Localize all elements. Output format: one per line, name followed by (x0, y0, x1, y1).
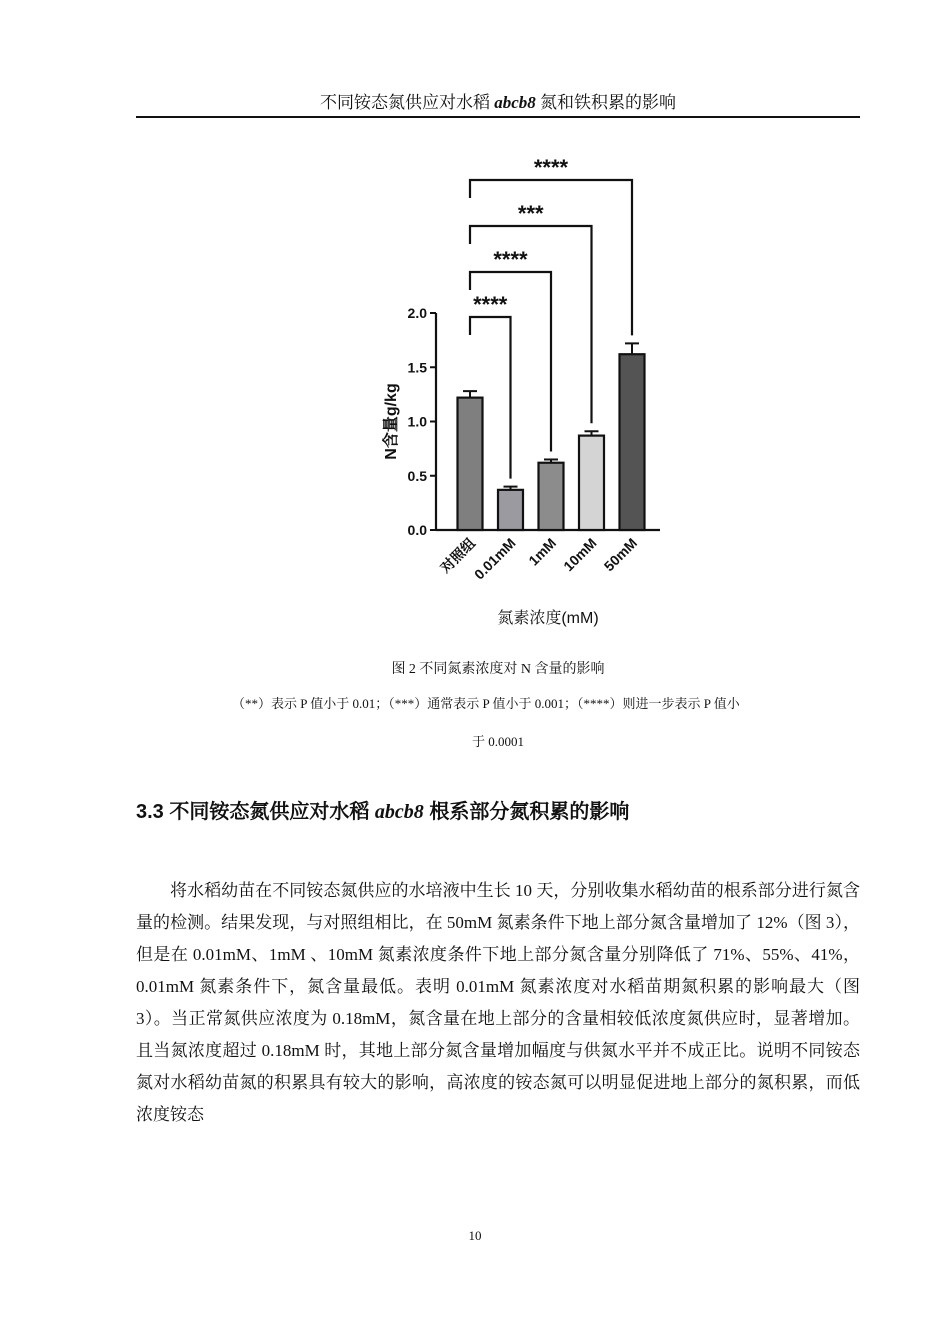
header-suffix: 氮和铁积累的影响 (535, 93, 677, 112)
bar-1 (498, 490, 523, 530)
y-tick-label: 2.0 (407, 305, 427, 321)
header-gene: abcb8 (494, 93, 536, 112)
section-gene: abcb8 (374, 801, 424, 823)
figure-note-line1: （**）表示 P 值小于 0.01；（***）通常表示 P 值小于 0.001；（****）则进一步表示 P 值小 (232, 696, 740, 711)
header-rule (136, 116, 860, 118)
significance-bracket (470, 226, 592, 423)
x-tick-label: 1mM (525, 534, 560, 569)
significance-label: **** (473, 292, 508, 317)
body-paragraph: 将水稻幼苗在不同铵态氮供应的水培液中生长 10 天，分别收集水稻幼苗的根系部分进行氮含量的检测。结果发现，与对照组相比，在 50mM 氮素条件下地上部分氮含量增加了 12%（图 3），但是在 0.01mM、1mM 、10mM 氮素浓度条件下地上部分氮含量分别降低了 71%、55%、41%，0.01mM 氮素条件下，氮含量最低。表明 0.01mM 氮素浓度对水稻苗期氮积累的影响最大（图 3）。当正常氮供应浓度为 0.18mM，氮含量在地上部分的含量相较低浓度氮供应时，显著增加。且当氮浓度超过 0.18mM 时，其地上部分氮含量增加幅度与供氮水平并不成正比。说明不同铵态氮对水稻幼苗氮的积累具有较大的影响，高浓度的铵态氮可以明显促进地上部分的氮积累，而低浓度铵态 (136, 881, 860, 1124)
y-tick-label: 0.5 (407, 467, 427, 484)
section-title-pre: 不同铵态氮供应对水稻 (169, 801, 375, 823)
section-heading (136, 798, 629, 826)
header-prefix: 不同铵态氮供应对水稻 (319, 93, 495, 112)
bar-3 (579, 436, 604, 530)
bar-2 (539, 463, 564, 530)
page-number: 10 (468, 1228, 482, 1243)
x-tick-label: 0.01mM (470, 534, 519, 583)
significance-label: **** (493, 247, 528, 272)
figure-note-line2: 于 0.0001 (471, 734, 524, 749)
significance-label: *** (517, 201, 544, 226)
y-tick-label: 1.5 (407, 359, 427, 376)
x-axis-label: 氮素浓度(mM) (497, 610, 599, 627)
significance-label: **** (533, 155, 569, 180)
bar-4 (620, 354, 645, 530)
section-number: 3.3 (136, 801, 170, 823)
y-tick-label: 1.0 (407, 413, 427, 430)
section-title-post: 根系部分氮积累的影响 (423, 801, 630, 823)
bar-0 (458, 398, 483, 530)
y-tick-label: 0.0 (407, 522, 427, 538)
bar-chart (370, 145, 690, 635)
running-header (136, 92, 860, 114)
figure-caption: 图 2 不同氮素浓度对 N 含量的影响 (391, 662, 605, 677)
x-tick-label: 对照组 (437, 534, 479, 576)
y-axis-label: N含量g/kg (383, 383, 400, 460)
x-tick-label: 10mM (560, 534, 600, 575)
x-tick-label: 50mM (600, 534, 641, 575)
